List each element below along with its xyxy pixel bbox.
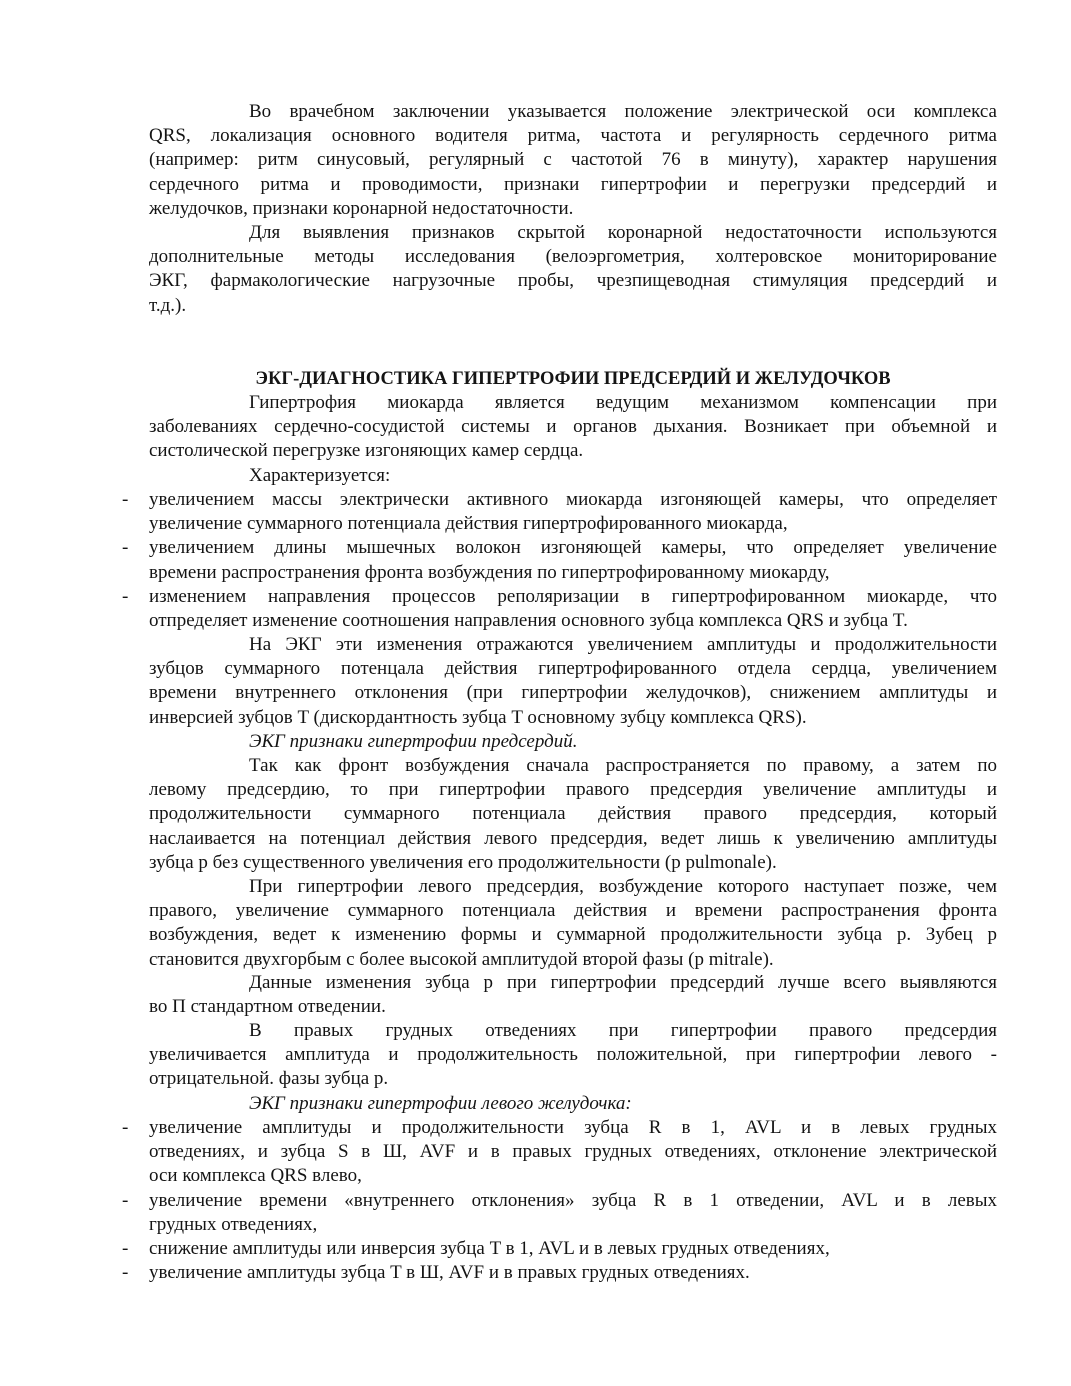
- bullet-dash: -: [122, 1189, 129, 1211]
- text-line: Во врачебном заключении указывается положение электрической оси комплекса: [249, 101, 997, 122]
- paragraph-ecg-changes: [149, 633, 997, 754]
- bullet-dash: -: [122, 1117, 129, 1138]
- text-line: возбуждения, ведет к изменению формы и суммарной продолжительности зубца p. Зубец p: [149, 924, 997, 946]
- text-line: изменением направления процессов реполяризации в гипертрофированном миокарде, что: [149, 585, 997, 607]
- text-line: Гипертрофия миокарда является ведущим механизмом компенсации при: [249, 392, 997, 413]
- paragraph-hypertrophy-intro: [149, 391, 997, 488]
- text-line: инверсией зубцов T (дискордантность зубца T основному зубцу комплекса QRS).: [149, 706, 807, 728]
- text-line: QRS, локализация основного водителя ритма, частота и регулярность сердечного ритма: [149, 125, 997, 147]
- list-item: [122, 1237, 997, 1261]
- bullet-dash: -: [122, 537, 129, 559]
- text-line: (например: ритм синусовый, регулярный с частотой 76 в минуту), характер нарушения: [149, 149, 997, 171]
- text-line: увеличение амплитуды зубца T в Ш, AVF и в правых грудных отведениях.: [149, 1262, 750, 1284]
- text-line: увеличением массы электрически активного миокарда изгоняющей камеры, что определяет: [149, 489, 997, 510]
- text-line: снижение амплитуды или инверсия зубца T в 1, AVL и в левых грудных отведениях,: [149, 1237, 830, 1259]
- bullet-dash: -: [122, 585, 129, 607]
- text-line: ЭКГ, фармакологические нагрузочные пробы, чрезпищеводная стимуляция предсердий и: [149, 270, 997, 292]
- text-line: Для выявления признаков скрытой коронарной недостаточности используются: [249, 222, 997, 243]
- text-line: т.д.).: [149, 294, 187, 316]
- text-line: становится двухгорбым с более высокой амплитудой второй фазы (p mitrale).: [149, 948, 774, 970]
- text-line: времени внутреннего отклонения (при гипертрофии желудочков), снижением амплитуды и: [149, 682, 997, 704]
- text-line: При гипертрофии левого предсердия, возбуждение которого наступает позже, чем: [249, 876, 997, 897]
- list-item: [122, 1116, 997, 1189]
- text-line: во П стандартном отведении.: [149, 996, 386, 1018]
- characterized-label: Характеризуется:: [249, 464, 391, 486]
- text-line: увеличением длины мышечных волокон изгоняющей камеры, что определяет увеличение: [149, 537, 997, 559]
- text-line: оси комплекса QRS влево,: [149, 1165, 362, 1187]
- text-line: отведениях, и зубца S в Ш, AVF и в правых грудных отведениях, отклонение электрической: [149, 1141, 997, 1163]
- section-heading: ЭКГ-ДИАГНОСТИКА ГИПЕРТРОФИИ ПРЕДСЕРДИЙ И ЖЕЛУДОЧКОВ: [255, 369, 891, 389]
- text-line: наслаивается на потенциал действия левого предсердия, ведет лишь к увеличению амплитуды: [149, 827, 997, 849]
- text-line: сердечного ритма и проводимости, признаки гипертрофии и перегрузки предсердий и: [149, 173, 997, 195]
- bullet-list-lv-signs: [122, 1116, 997, 1285]
- subheading-left-ventricle: ЭКГ признаки гипертрофии левого желудочка:: [249, 1092, 632, 1114]
- paragraph-p-pulmonale: [149, 754, 997, 875]
- paragraph-p-mitrale: [149, 875, 997, 972]
- text-line: правого, увеличение суммарного потенциала действия и времени распространения фронта: [149, 900, 997, 922]
- text-line: желудочков, признаки коронарной недостаточности.: [149, 197, 574, 219]
- text-line: Так как фронт возбуждения сначала распространяется по правому, а затем по: [249, 755, 997, 776]
- text-line: левому предсердию, то при гипертрофии правого предсердия увеличение амплитуды и: [149, 779, 997, 801]
- list-item: [122, 1261, 997, 1285]
- text-line: зубцов суммарного потенцала действия гипертрофированного отдела сердца, увеличением: [149, 658, 997, 680]
- bullet-dash: -: [122, 489, 129, 510]
- text-line: увеличение суммарного потенциала действия гипертрофированного миокарда,: [149, 513, 788, 535]
- paragraph-hidden-insufficiency: [149, 221, 997, 318]
- text-line: грудных отведениях,: [149, 1213, 318, 1235]
- paragraph-standard-lead: [149, 971, 997, 1019]
- text-line: увеличивается амплитуда и продолжительность положительной, при гипертрофии левого -: [149, 1044, 997, 1066]
- subheading-atria: ЭКГ признаки гипертрофии предсердий.: [249, 730, 578, 752]
- text-line: отпределяет изменение соотношения направления основного зубца комплекса QRS и зубца T.: [149, 609, 908, 631]
- paragraph-chest-leads: [149, 1019, 997, 1116]
- text-line: На ЭКГ эти изменения отражаются увеличением амплитуды и продолжительности: [249, 634, 997, 655]
- text-line: дополнительные методы исследования (велоэргометрия, холтеровское мониторирование: [149, 246, 997, 268]
- text-line: заболеваниях сердечно-сосудистой системы и органов дыхания. Возникает при объемной и: [149, 416, 997, 438]
- text-line: В правых грудных отведениях при гипертрофии правого предсердия: [249, 1020, 997, 1041]
- bullet-dash: -: [122, 1237, 129, 1259]
- text-line: систолической перегрузке изгоняющих камер сердца.: [149, 440, 584, 462]
- text-line: отрицательной. фазы зубца p.: [149, 1068, 389, 1090]
- text-line: увеличение времени «внутреннего отклонения» зубца R в 1 отведении, AVL и в левых: [149, 1189, 997, 1211]
- text-line: продолжительности суммарного потенциала действия правого предсердия, который: [149, 803, 997, 825]
- text-line: Данные изменения зубца p при гипертрофии предсердий лучше всего выявляются: [249, 972, 997, 993]
- bullet-list-characteristics: [122, 488, 997, 633]
- text-line: увеличение амплитуды и продолжительности зубца R в 1, AVL и в левых грудных: [149, 1117, 997, 1138]
- list-item: [122, 536, 997, 584]
- bullet-dash: -: [122, 1262, 129, 1284]
- list-item: [122, 1189, 997, 1237]
- text-line: времени распространения фронта возбуждения по гипертрофированному миокарду,: [149, 561, 830, 583]
- list-item: [122, 488, 997, 536]
- text-line: зубца p без существенного увеличения его продолжительности (p pulmonale).: [149, 851, 777, 873]
- paragraph-conclusion: [149, 100, 997, 221]
- list-item: [122, 585, 997, 633]
